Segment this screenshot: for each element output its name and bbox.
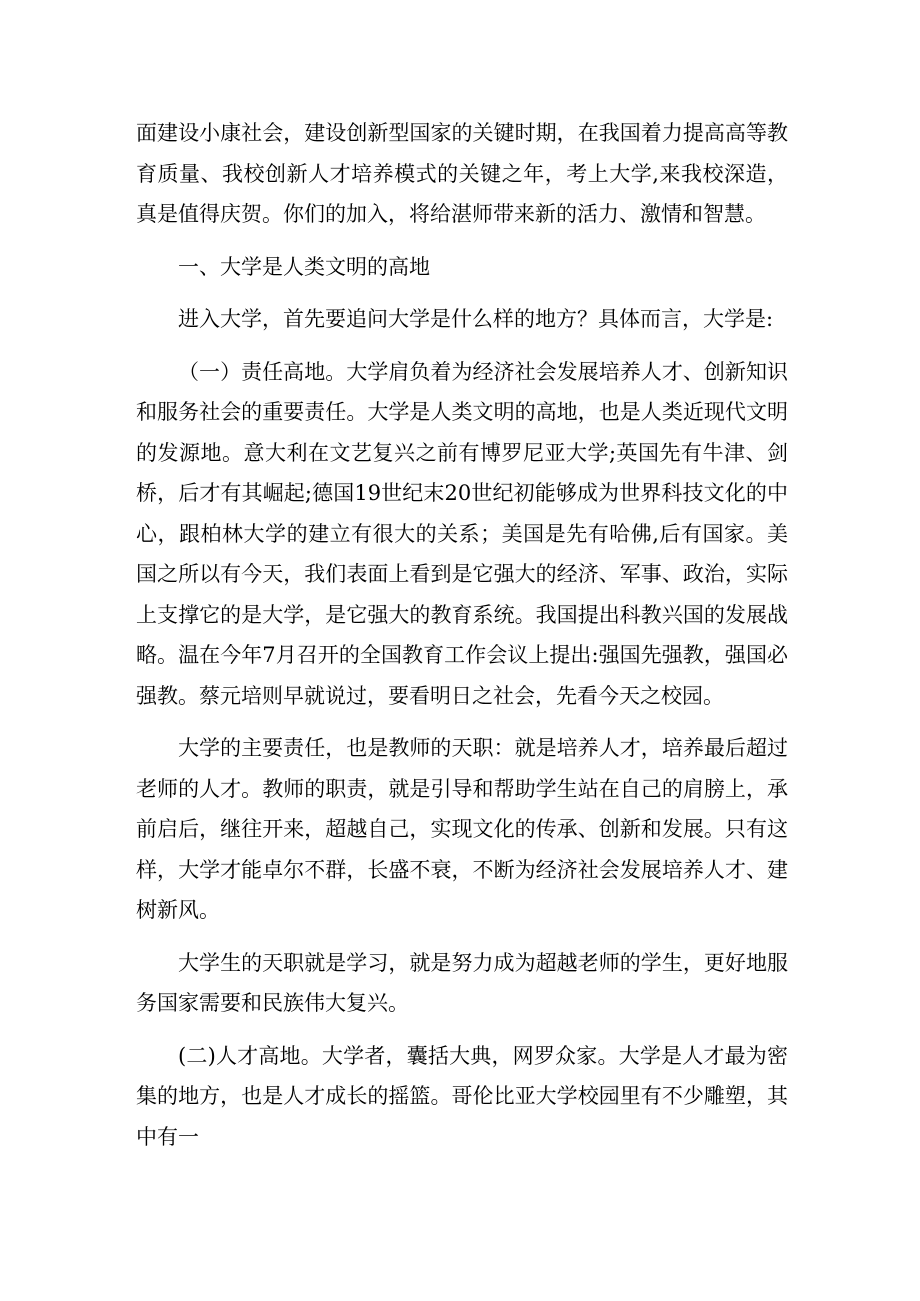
document-body: [136, 113, 788, 1169]
paragraph-talent-highland: (二)人才高地。大学者，囊括大典，网罗众家。大学是人才最为密集的地方，也是人才成长的摇篮。哥伦比亚大学校园里有不少雕塑，其中有一: [136, 1043, 788, 1149]
paragraph-student-duty: 大学生的天职就是学习，就是努力成为超越老师的学生，更好地服务国家需要和民族伟大复兴。: [136, 950, 788, 1015]
paragraph-teacher-duty: 大学的主要责任，也是教师的天职：就是培养人才，培养最后超过老师的人才。教师的职责，就是引导和帮助学生站在自己的肩膀上，承前启后，继往开来，超越自己，实现文化的传承、创新和发展。只有这样，大学才能卓尔不群，长盛不衰，不断为经济社会发展培养人才、建树新风。: [136, 736, 788, 922]
paragraph-intro-continuation: 面建设小康社会，建设创新型国家的关键时期，在我国着力提高高等教育质量、我校创新人才培养模式的关键之年，考上大学,来我校深造，真是值得庆贺。你们的加入，将给湛师带来新的活力、激情和智慧。: [136, 121, 788, 226]
paragraph-responsibility-highland: （一）责任高地。大学肩负着为经济社会发展培养人才、创新知识和服务社会的重要责任。大学是人类文明的高地，也是人类近现代文明的发源地。意大利在文艺复兴之前有博罗尼亚大学;英国先有牛津、剑桥，后才有其崛起;德国19世纪末20世纪初能够成为世界科技文化的中心，跟柏林大学的建立有很大的关系；美国是先有哈佛,后有国家。美国之所以有今天，我们表面上看到是它强大的经济、军事、政治，实际上支撑它的是大学，是它强大的教育系统。我国提出科教兴国的发展战略。温在今年7月召开的全国教育工作会议上提出:强国先强教，强国必强教。蔡元培则早就说过，要看明日之社会，先看今天之校园。: [136, 359, 788, 708]
paragraph-question: 进入大学，首先要追问大学是什么样的地方？具体而言，大学是:: [178, 307, 774, 331]
section-heading-1: 一、大学是人类文明的高地: [178, 254, 430, 279]
